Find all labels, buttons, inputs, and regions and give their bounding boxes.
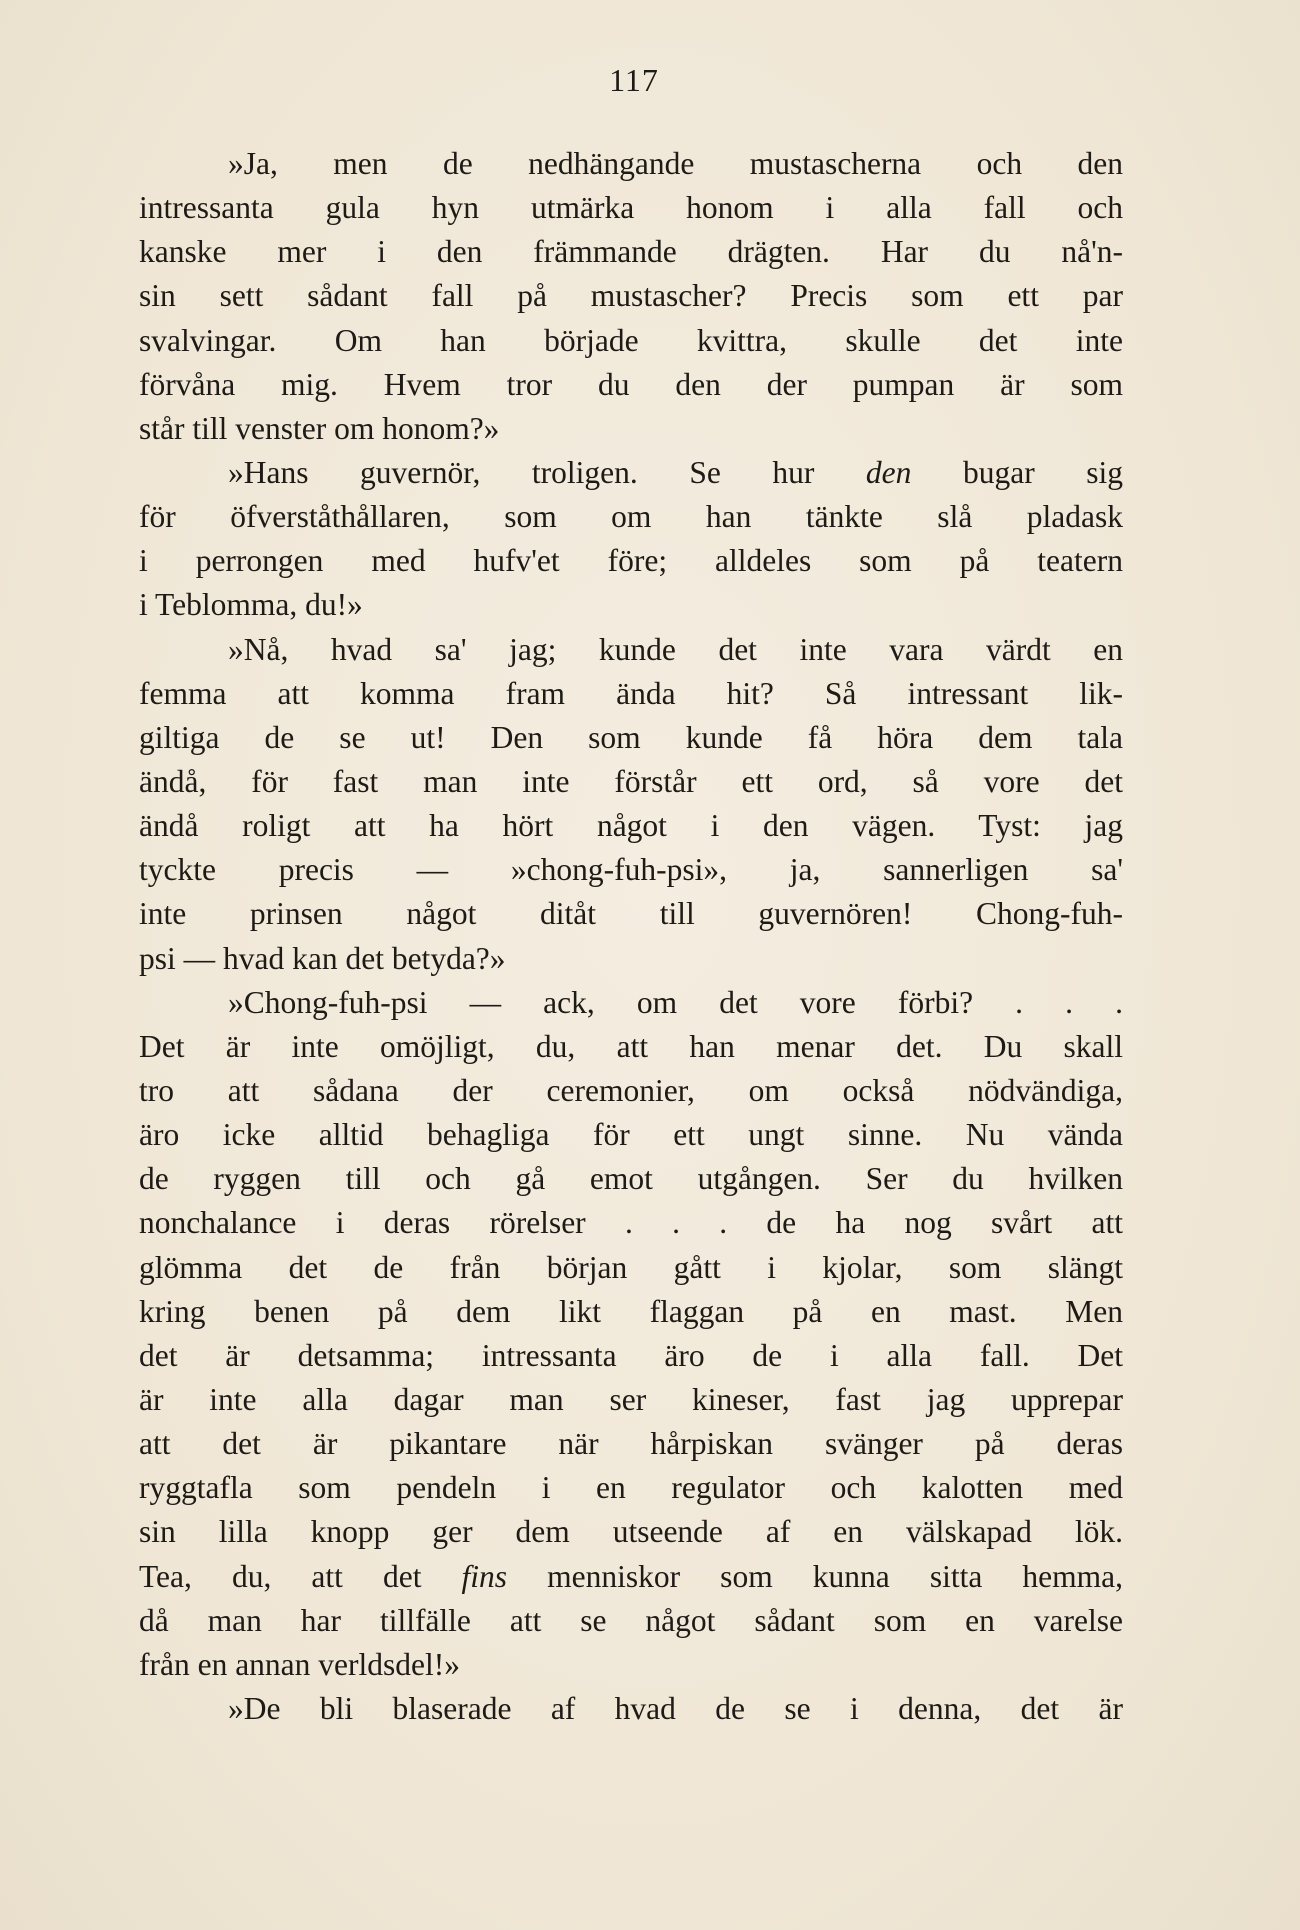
text-line	[139, 760, 1123, 804]
text-line	[139, 1422, 1123, 1466]
text-segment: Det är inte omöjligt, du, att han menar det. Du skall	[139, 1028, 1123, 1064]
text-segment: ändå roligt att ha hört något i den vägen. Tyst: jag	[139, 808, 1123, 844]
text-segment: »Chong-fuh-psi — ack, om det vore förbi? . . .	[228, 984, 1123, 1020]
text-line	[139, 1378, 1123, 1422]
text-line	[139, 981, 1123, 1025]
text-line	[139, 1643, 1123, 1687]
text-segment: står till venster om honom?»	[139, 410, 500, 446]
text-segment: kanske mer i den främmande drägten. Har du nå'n-	[139, 234, 1123, 270]
text-segment: i perrongen med hufv'et före; alldeles som på teatern	[139, 543, 1123, 579]
text-segment: i Teblomma, du!»	[139, 587, 363, 623]
text-segment: femma att komma fram ända hit? Så intressant lik-	[139, 675, 1123, 711]
text-segment: bugar sig	[911, 454, 1123, 490]
text-line	[139, 583, 1123, 627]
text-line	[139, 892, 1123, 936]
text-segment: från en annan verldsdel!»	[139, 1646, 460, 1682]
text-line	[139, 937, 1123, 981]
text-segment: giltiga de se ut! Den som kunde få höra dem tala	[139, 719, 1123, 755]
text-line	[139, 1290, 1123, 1334]
text-segment: sin sett sådant fall på mustascher? Precis som ett par	[139, 278, 1123, 314]
text-segment: inte prinsen något ditåt till guvernören! Chong-fuh-	[139, 896, 1123, 932]
text-line	[139, 1113, 1123, 1157]
text-line	[139, 1555, 1123, 1599]
text-line	[139, 672, 1123, 716]
text-segment: de ryggen till och gå emot utgången. Ser du hvilken	[139, 1161, 1123, 1197]
text-segment: glömma det de från början gått i kjolar, som slängt	[139, 1249, 1123, 1285]
text-line	[139, 804, 1123, 848]
text-line	[139, 1025, 1123, 1069]
text-line	[139, 716, 1123, 760]
text-segment: nonchalance i deras rörelser . . . de ha nog svårt att	[139, 1205, 1123, 1241]
text-line	[139, 230, 1123, 274]
text-segment: »De bli blaserade af hvad de se i denna, det är	[228, 1690, 1123, 1726]
text-line	[139, 451, 1123, 495]
italic-text: fins	[461, 1558, 508, 1594]
text-line	[139, 1069, 1123, 1113]
text-line	[139, 1466, 1123, 1510]
text-line	[139, 1599, 1123, 1643]
text-segment: psi — hvad kan det betyda?»	[139, 940, 506, 976]
page-body-text	[139, 142, 1123, 1731]
text-line	[139, 539, 1123, 583]
text-segment: för öfverståthållaren, som om han tänkte slå pladask	[139, 499, 1123, 535]
italic-text: den	[865, 454, 912, 490]
text-line	[139, 363, 1123, 407]
text-segment: förvåna mig. Hvem tror du den der pumpan är som	[139, 366, 1123, 402]
text-segment: ändå, för fast man inte förstår ett ord, så vore det	[139, 763, 1123, 799]
text-segment: sin lilla knopp ger dem utseende af en välskapad lök.	[139, 1514, 1123, 1550]
text-line	[139, 848, 1123, 892]
text-segment: »Hans guvernör, troligen. Se hur	[228, 454, 866, 490]
text-segment: Tea, du, att det	[139, 1558, 462, 1594]
text-segment: »Ja, men de nedhängande mustascherna och den	[228, 146, 1123, 181]
text-line	[139, 1157, 1123, 1201]
text-segment: menniskor som kunna sitta hemma,	[507, 1558, 1123, 1594]
text-line	[139, 142, 1123, 186]
text-line	[139, 495, 1123, 539]
text-line	[139, 628, 1123, 672]
text-segment: »Nå, hvad sa' jag; kunde det inte vara värdt en	[228, 631, 1123, 667]
text-line	[139, 274, 1123, 318]
text-segment: att det är pikantare när hårpiskan svänger på deras	[139, 1426, 1123, 1462]
text-line	[139, 1246, 1123, 1290]
text-segment: då man har tillfälle att se något sådant som en varelse	[139, 1602, 1123, 1638]
text-segment: ryggtafla som pendeln i en regulator och kalotten med	[139, 1470, 1123, 1506]
text-line	[139, 1510, 1123, 1554]
text-line	[139, 1201, 1123, 1245]
text-line	[139, 319, 1123, 363]
page-number: 117	[609, 62, 659, 98]
text-segment: äro icke alltid behagliga för ett ungt sinne. Nu vända	[139, 1117, 1123, 1153]
text-line	[139, 1687, 1123, 1731]
text-segment: tro att sådana der ceremonier, om också nödvändiga,	[139, 1072, 1123, 1108]
text-segment: kring benen på dem likt flaggan på en mast. Men	[139, 1293, 1123, 1329]
text-line	[139, 186, 1123, 230]
text-line	[139, 407, 1123, 451]
text-line	[139, 1334, 1123, 1378]
text-segment: svalvingar. Om han började kvittra, skulle det inte	[139, 322, 1123, 358]
text-segment: är inte alla dagar man ser kineser, fast jag upprepar	[139, 1381, 1123, 1417]
text-segment: tyckte precis — »chong-fuh-psi», ja, sannerligen sa'	[139, 852, 1123, 888]
text-segment: intressanta gula hyn utmärka honom i alla fall och	[139, 190, 1123, 226]
text-segment: det är detsamma; intressanta äro de i alla fall. Det	[139, 1337, 1123, 1373]
